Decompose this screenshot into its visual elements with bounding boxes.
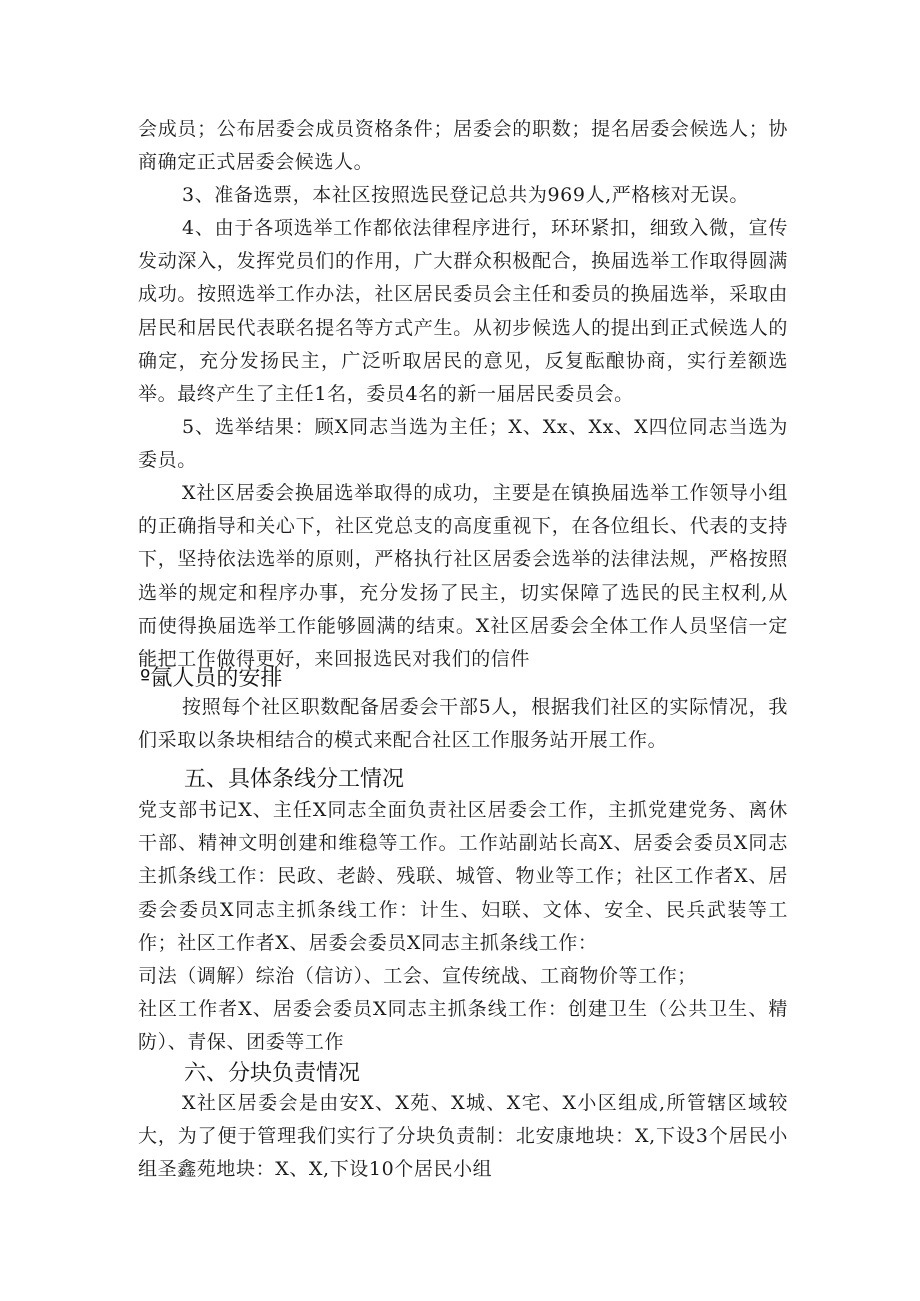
staff-arrangement-paragraph: 按照每个社区职数配备居委会干部5人，根据我们社区的实际情况，我们采取以条块相结合的模式来配合社区工作服务站开展工作。: [138, 696, 788, 752]
summary-paragraph: X社区居委会换届选举取得的成功，主要是在镇换届选举工作领导小组的正确指导和关心下，社区党总支的高度重视下，在各位组长、代表的支持下，坚持依法选举的原则，严格执行社区居委会选举的法律法规，严格按照选举的规定和程序办事，充分发扬了民主，切实保障了选民的民主权利,从而使得换届选举工作能够圆满的结束。X社区居委会全体工作人员坚信一定能把工作做得更好，来回报选民对我们的信件: [138, 482, 788, 671]
division-paragraph-2: 司法（调解）综治（信访）、工会、宣传统战、工商物价等工作；: [138, 965, 697, 987]
paragraph-4-election-process: 4、由于各项选举工作都依法律程序进行，环环紧扣，细致入微，宣传发动深入，发挥党员们的作用，广大群众积极配合，换届选举工作取得圆满成功。按照选举工作办法，社区居民委员会主任和委员的换届选举，采取由居民和居民代表联名提名等方式产生。从初步候选人的提出到正式候选人的确定，充分发扬民主，广泛听取居民的意见，反复酝酿协商，实行差额选举。最终产生了主任1名，委员4名的新一届居民委员会。: [138, 217, 788, 406]
section-5-heading: 五、具体条线分工情况: [184, 767, 405, 792]
division-paragraph-3: 社区工作者X、居委会委员X同志主抓条线工作：创建卫生（公共卫生、精防）、青保、团委等工作: [138, 998, 788, 1054]
paragraph-5-election-results: 5、选举结果：顾X同志当选为主任；X、Xx、Xx、X四位同志当选为委员。: [138, 416, 788, 472]
section-6-heading: 六、分块负责情况: [184, 1061, 361, 1086]
division-paragraph-1: 党支部书记X、主任X同志全面负责社区居委会工作，主抓党建党务、离休干部、精神文明创建和维稳等工作。工作站副站长高X、居委会委员X同志主抓条线工作：民政、老龄、残联、城管、物业等工作；社区工作者X、居委会委员X同志主抓条线工作：计生、妇联、文体、安全、民兵武装等工作；社区工作者X、居委会委员X同志主抓条线工作：: [138, 799, 788, 954]
staff-arrangement-heading: º氤人员的安排: [140, 666, 283, 691]
paragraph-3-ballots: 3、准备选票，本社区按照选民登记总共为969人,严格核对无误。: [182, 184, 749, 206]
blocks-paragraph: X社区居委会是由安X、X苑、X城、X宅、X小区组成,所管辖区域较大，为了便于管理我们实行了分块负责制：北安康地块：X,下设3个居民小组圣鑫苑地块：X、X,下设10个居民小组: [138, 1092, 788, 1181]
continued-paragraph: 会成员；公布居委会成员资格条件；居委会的职数；提名居委会候选人；协商确定正式居委会候选人。: [138, 118, 788, 174]
